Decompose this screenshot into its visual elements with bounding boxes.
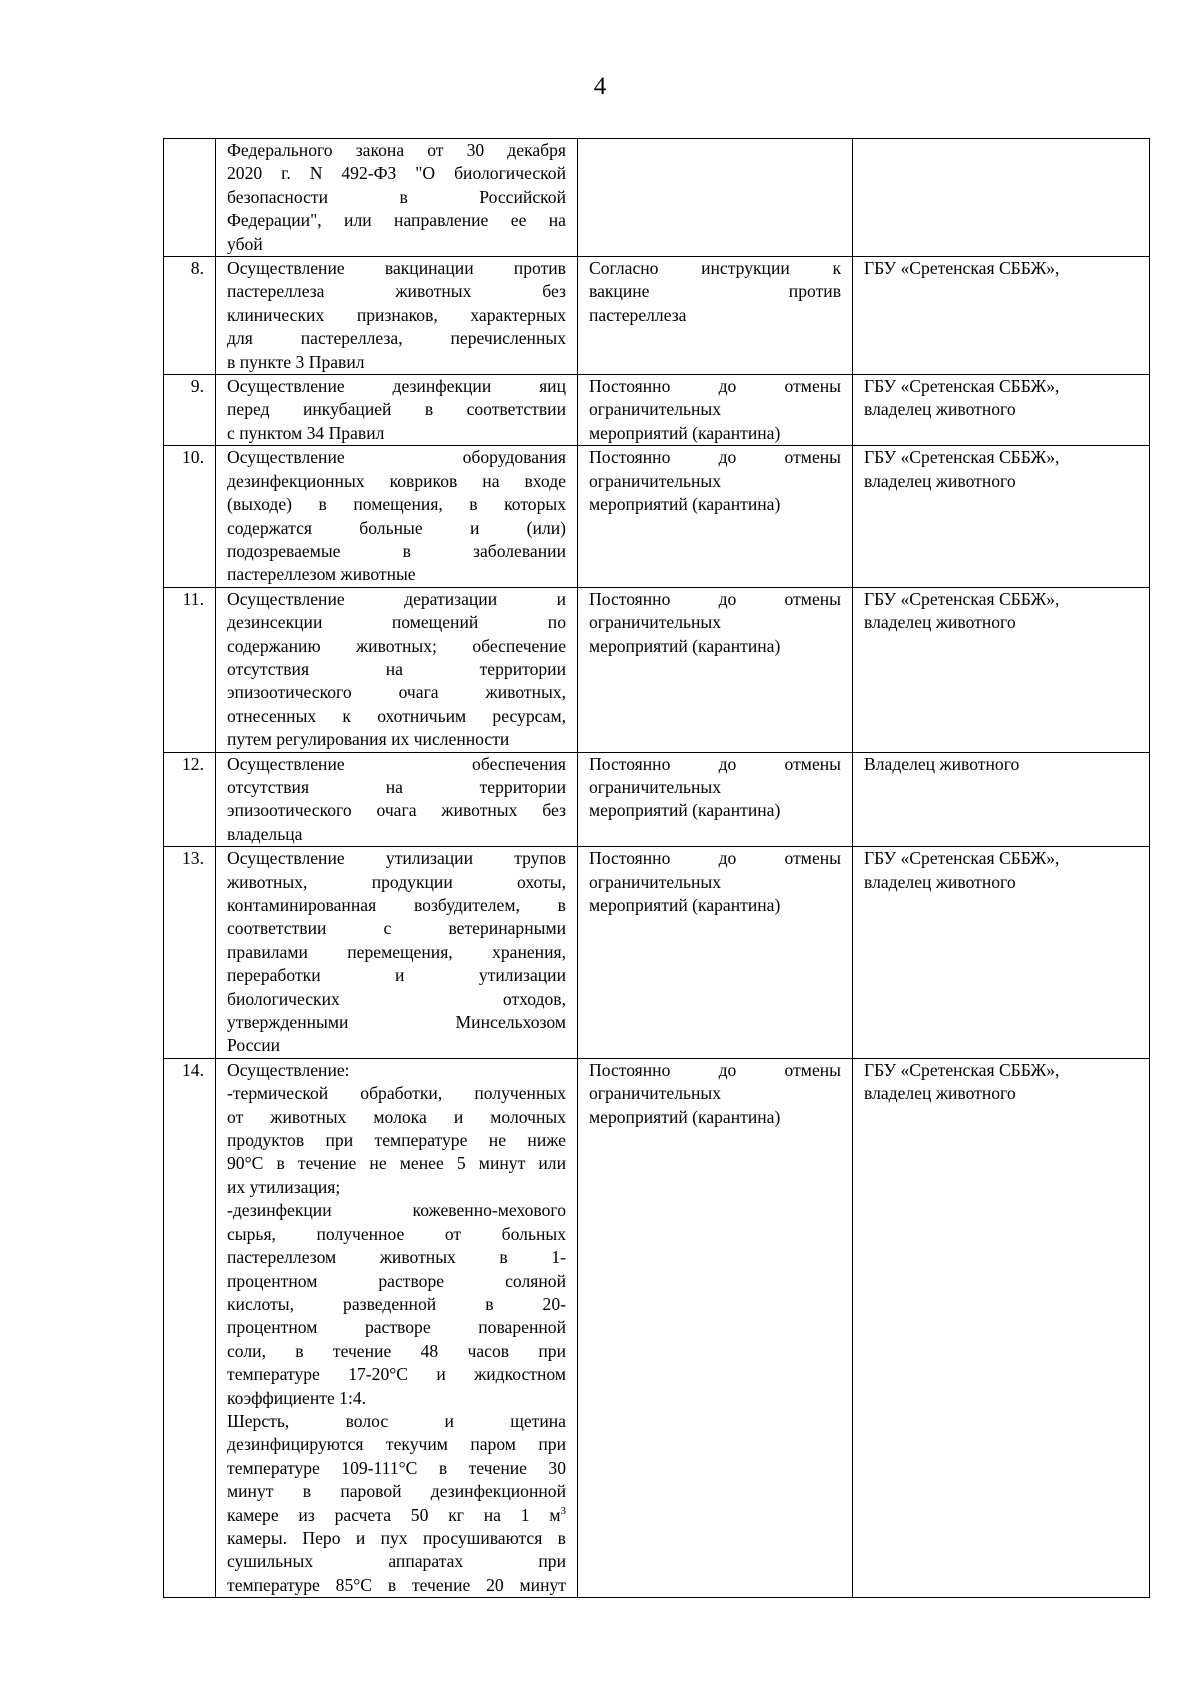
row-number: 14. bbox=[164, 1058, 216, 1597]
responsible-line: ГБУ «Сретенская СББЖ», bbox=[864, 588, 1060, 609]
measure-text-line: коэффициенте 1:4. bbox=[227, 1387, 367, 1408]
responsible-text bbox=[853, 1058, 1150, 1597]
responsible-line: ГБУ «Сретенская СББЖ», bbox=[864, 376, 1060, 397]
responsible-text bbox=[853, 752, 1150, 847]
term-text bbox=[578, 375, 853, 446]
responsible-line: ГБУ «Сретенская СББЖ», bbox=[864, 258, 1060, 279]
measure-text-line: сырья, полученное от больных bbox=[227, 1223, 566, 1244]
measure-text-line: дезинфицируются текучим паром при bbox=[227, 1434, 566, 1455]
measure-text-line: отсутствия на территории bbox=[227, 776, 566, 797]
measure-text-line: отнесенных к охотничьим ресурсам, bbox=[227, 705, 566, 726]
row-number: 11. bbox=[164, 587, 216, 752]
measure-text-line: Осуществление оборудования bbox=[227, 447, 566, 468]
term-text-line: вакцине против bbox=[589, 281, 841, 302]
term-text-line: пастереллеза bbox=[589, 304, 687, 325]
term-text-line: ограничительных bbox=[589, 1083, 722, 1104]
row-number: 12. bbox=[164, 752, 216, 847]
measure-text-line: клинических признаков, характерных bbox=[227, 304, 566, 325]
term-text-line: Постоянно до отмены bbox=[589, 376, 841, 397]
measure-text-line: камеры. Перо и пух просушиваются в bbox=[227, 1527, 566, 1548]
term-text-line: ограничительных bbox=[589, 399, 722, 420]
measure-text-line: содержанию животных; обеспечение bbox=[227, 635, 566, 656]
row-number: 13. bbox=[164, 847, 216, 1059]
responsible-text bbox=[853, 587, 1150, 752]
measure-text-line: с пунктом 34 Правил bbox=[227, 422, 385, 443]
term-text-line: мероприятий (карантина) bbox=[589, 422, 781, 443]
measure-text-line: -дезинфекции кожевенно-мехового bbox=[227, 1200, 566, 1221]
responsible-text bbox=[853, 847, 1150, 1059]
measure-text-line: эпизоотического очага животных, bbox=[227, 682, 566, 703]
measure-text-line: соответствии с ветеринарными bbox=[227, 918, 566, 939]
measure-text-line: камере из расчета 50 кг на 1 $м^3$ bbox=[227, 1504, 566, 1525]
table-row bbox=[164, 375, 1150, 446]
measure-text-line: сушильных аппаратах при bbox=[227, 1551, 566, 1572]
measure-text bbox=[216, 446, 578, 587]
measure-text-line: в пункте 3 Правил bbox=[227, 351, 365, 372]
responsible-text bbox=[853, 139, 1150, 257]
term-text bbox=[578, 752, 853, 847]
measure-text-line: 90°С в течение не менее 5 минут или bbox=[227, 1153, 566, 1174]
responsible-line: владелец животного bbox=[864, 470, 1016, 491]
measure-text-line: эпизоотического очага животных без bbox=[227, 800, 566, 821]
page-number: 4 bbox=[593, 73, 607, 100]
measure-text-line: Осуществление обеспечения bbox=[227, 753, 566, 774]
term-text-line: мероприятий (карантина) bbox=[589, 1106, 781, 1127]
measure-text bbox=[216, 257, 578, 375]
measure-text bbox=[216, 139, 578, 257]
measure-text-line: переработки и утилизации bbox=[227, 965, 566, 986]
measure-text-line: их утилизация; bbox=[227, 1176, 341, 1197]
term-text-line: Постоянно до отмены bbox=[589, 1059, 841, 1080]
measure-text-line: (выходе) в помещения, в которых bbox=[227, 494, 566, 515]
responsible-text bbox=[853, 375, 1150, 446]
measure-text-line: утвержденными Минсельхозом bbox=[227, 1012, 566, 1033]
row-number: 9. bbox=[164, 375, 216, 446]
measure-text-line: температуре 85°С в течение 20 минут bbox=[227, 1574, 566, 1595]
measure-text-line: Федерального закона от 30 декабря bbox=[227, 140, 566, 160]
measure-text-line: температуре 109-111°С в течение 30 bbox=[227, 1457, 566, 1478]
term-text bbox=[578, 847, 853, 1059]
term-text-line: Постоянно до отмены bbox=[589, 447, 841, 468]
term-text-line: ограничительных bbox=[589, 871, 722, 892]
measure-text-line: 2020 г. N 492-ФЗ "О биологической bbox=[227, 163, 566, 184]
responsible-line: ГБУ «Сретенская СББЖ», bbox=[864, 1059, 1060, 1080]
measure-text-line: дезинсекции помещений по bbox=[227, 612, 566, 633]
measure-text-line: отсутствия на территории bbox=[227, 658, 566, 679]
measure-text-line: Федерации", или направление ее на bbox=[227, 210, 566, 231]
measure-text-line: России bbox=[227, 1035, 281, 1056]
measure-text-line: контаминированная возбудителем, в bbox=[227, 895, 566, 915]
table-row bbox=[164, 1058, 1150, 1597]
measure-text-line: подозреваемые в заболевании bbox=[227, 540, 566, 561]
row-number bbox=[164, 139, 216, 257]
measure-text-line: процентном растворе поваренной bbox=[227, 1317, 566, 1338]
measure-text-line: Шерсть, волос и щетина bbox=[227, 1410, 566, 1431]
table-row bbox=[164, 446, 1150, 587]
term-text-line: ограничительных bbox=[589, 470, 722, 491]
measure-text bbox=[216, 752, 578, 847]
measure-text-line: продуктов при температуре не ниже bbox=[227, 1130, 566, 1151]
term-text bbox=[578, 257, 853, 375]
measure-text-line: владельца bbox=[227, 823, 303, 844]
table-row bbox=[164, 587, 1150, 752]
term-text-line: Постоянно до отмены bbox=[589, 753, 841, 774]
table-row bbox=[164, 752, 1150, 847]
term-text-line: Согласно инструкции к bbox=[589, 258, 841, 279]
measure-text bbox=[216, 375, 578, 446]
term-text-line: мероприятий (карантина) bbox=[589, 800, 781, 821]
measure-text-line: путем регулирования их численности bbox=[227, 729, 510, 750]
measure-text-line: правилами перемещения, хранения, bbox=[227, 941, 566, 962]
table-row bbox=[164, 847, 1150, 1059]
measure-text-line: -термической обработки, полученных bbox=[227, 1083, 566, 1104]
measure-text-line: убой bbox=[227, 233, 263, 254]
measure-text-line: для пастереллеза, перечисленных bbox=[227, 328, 566, 349]
measure-text bbox=[216, 847, 578, 1059]
measure-text-line: Осуществление вакцинации против bbox=[227, 258, 566, 279]
responsible-text bbox=[853, 257, 1150, 375]
measure-text bbox=[216, 587, 578, 752]
term-text-line: мероприятий (карантина) bbox=[589, 895, 781, 915]
measure-text-line: температуре 17-20°С и жидкостном bbox=[227, 1364, 566, 1385]
responsible-line: Владелец животного bbox=[864, 753, 1020, 774]
measure-text-line: Осуществление дератизации и bbox=[227, 588, 566, 609]
measure-text-line: Осуществление утилизации трупов bbox=[227, 848, 566, 869]
measure-text bbox=[216, 1058, 578, 1597]
term-text-line: Постоянно до отмены bbox=[589, 848, 841, 869]
measure-text-line: процентном растворе соляной bbox=[227, 1270, 566, 1291]
measure-text-line: Осуществление: bbox=[227, 1059, 350, 1080]
row-number: 10. bbox=[164, 446, 216, 587]
term-text-line: мероприятий (карантина) bbox=[589, 494, 781, 515]
term-text-line: ограничительных bbox=[589, 612, 722, 633]
responsible-line: владелец животного bbox=[864, 871, 1016, 892]
responsible-line: владелец животного bbox=[864, 1083, 1016, 1104]
measure-text-line: пастереллезом животных в 1- bbox=[227, 1247, 566, 1268]
measure-text-line: от животных молока и молочных bbox=[227, 1106, 566, 1127]
term-text-line: Постоянно до отмены bbox=[589, 588, 841, 609]
responsible-line: владелец животного bbox=[864, 399, 1016, 420]
measure-text-line: безопасности в Российской bbox=[227, 186, 566, 207]
measure-text-line: животных, продукции охоты, bbox=[227, 871, 566, 892]
measure-text-line: минут в паровой дезинфекционной bbox=[227, 1481, 566, 1502]
responsible-line: ГБУ «Сретенская СББЖ», bbox=[864, 447, 1060, 468]
term-text bbox=[578, 139, 853, 257]
measure-text-line: пастереллеза животных без bbox=[227, 281, 566, 302]
term-text-line: ограничительных bbox=[589, 776, 722, 797]
measure-text-line: биологических отходов, bbox=[227, 988, 566, 1009]
measure-text-line: Осуществление дезинфекции яиц bbox=[227, 376, 566, 397]
measures-table bbox=[163, 138, 1150, 1598]
measure-text-line: дезинфекционных ковриков на входе bbox=[227, 470, 566, 491]
table-row bbox=[164, 257, 1150, 375]
term-text bbox=[578, 446, 853, 587]
measures-table-body bbox=[164, 139, 1150, 1598]
term-text bbox=[578, 1058, 853, 1597]
table-row bbox=[164, 139, 1150, 257]
measure-text-line: соли, в течение 48 часов при bbox=[227, 1340, 566, 1361]
measure-text-line: перед инкубацией в соответствии bbox=[227, 399, 566, 420]
superscript: 3 bbox=[560, 1504, 566, 1517]
term-text bbox=[578, 587, 853, 752]
row-number: 8. bbox=[164, 257, 216, 375]
responsible-line: ГБУ «Сретенская СББЖ», bbox=[864, 848, 1060, 869]
responsible-text bbox=[853, 446, 1150, 587]
measure-text-line: кислоты, разведенной в 20- bbox=[227, 1293, 566, 1314]
responsible-line: владелец животного bbox=[864, 612, 1016, 633]
measure-text-line: содержатся больные и (или) bbox=[227, 517, 566, 538]
term-text-line: мероприятий (карантина) bbox=[589, 635, 781, 656]
measure-text-line: пастереллезом животные bbox=[227, 564, 416, 585]
